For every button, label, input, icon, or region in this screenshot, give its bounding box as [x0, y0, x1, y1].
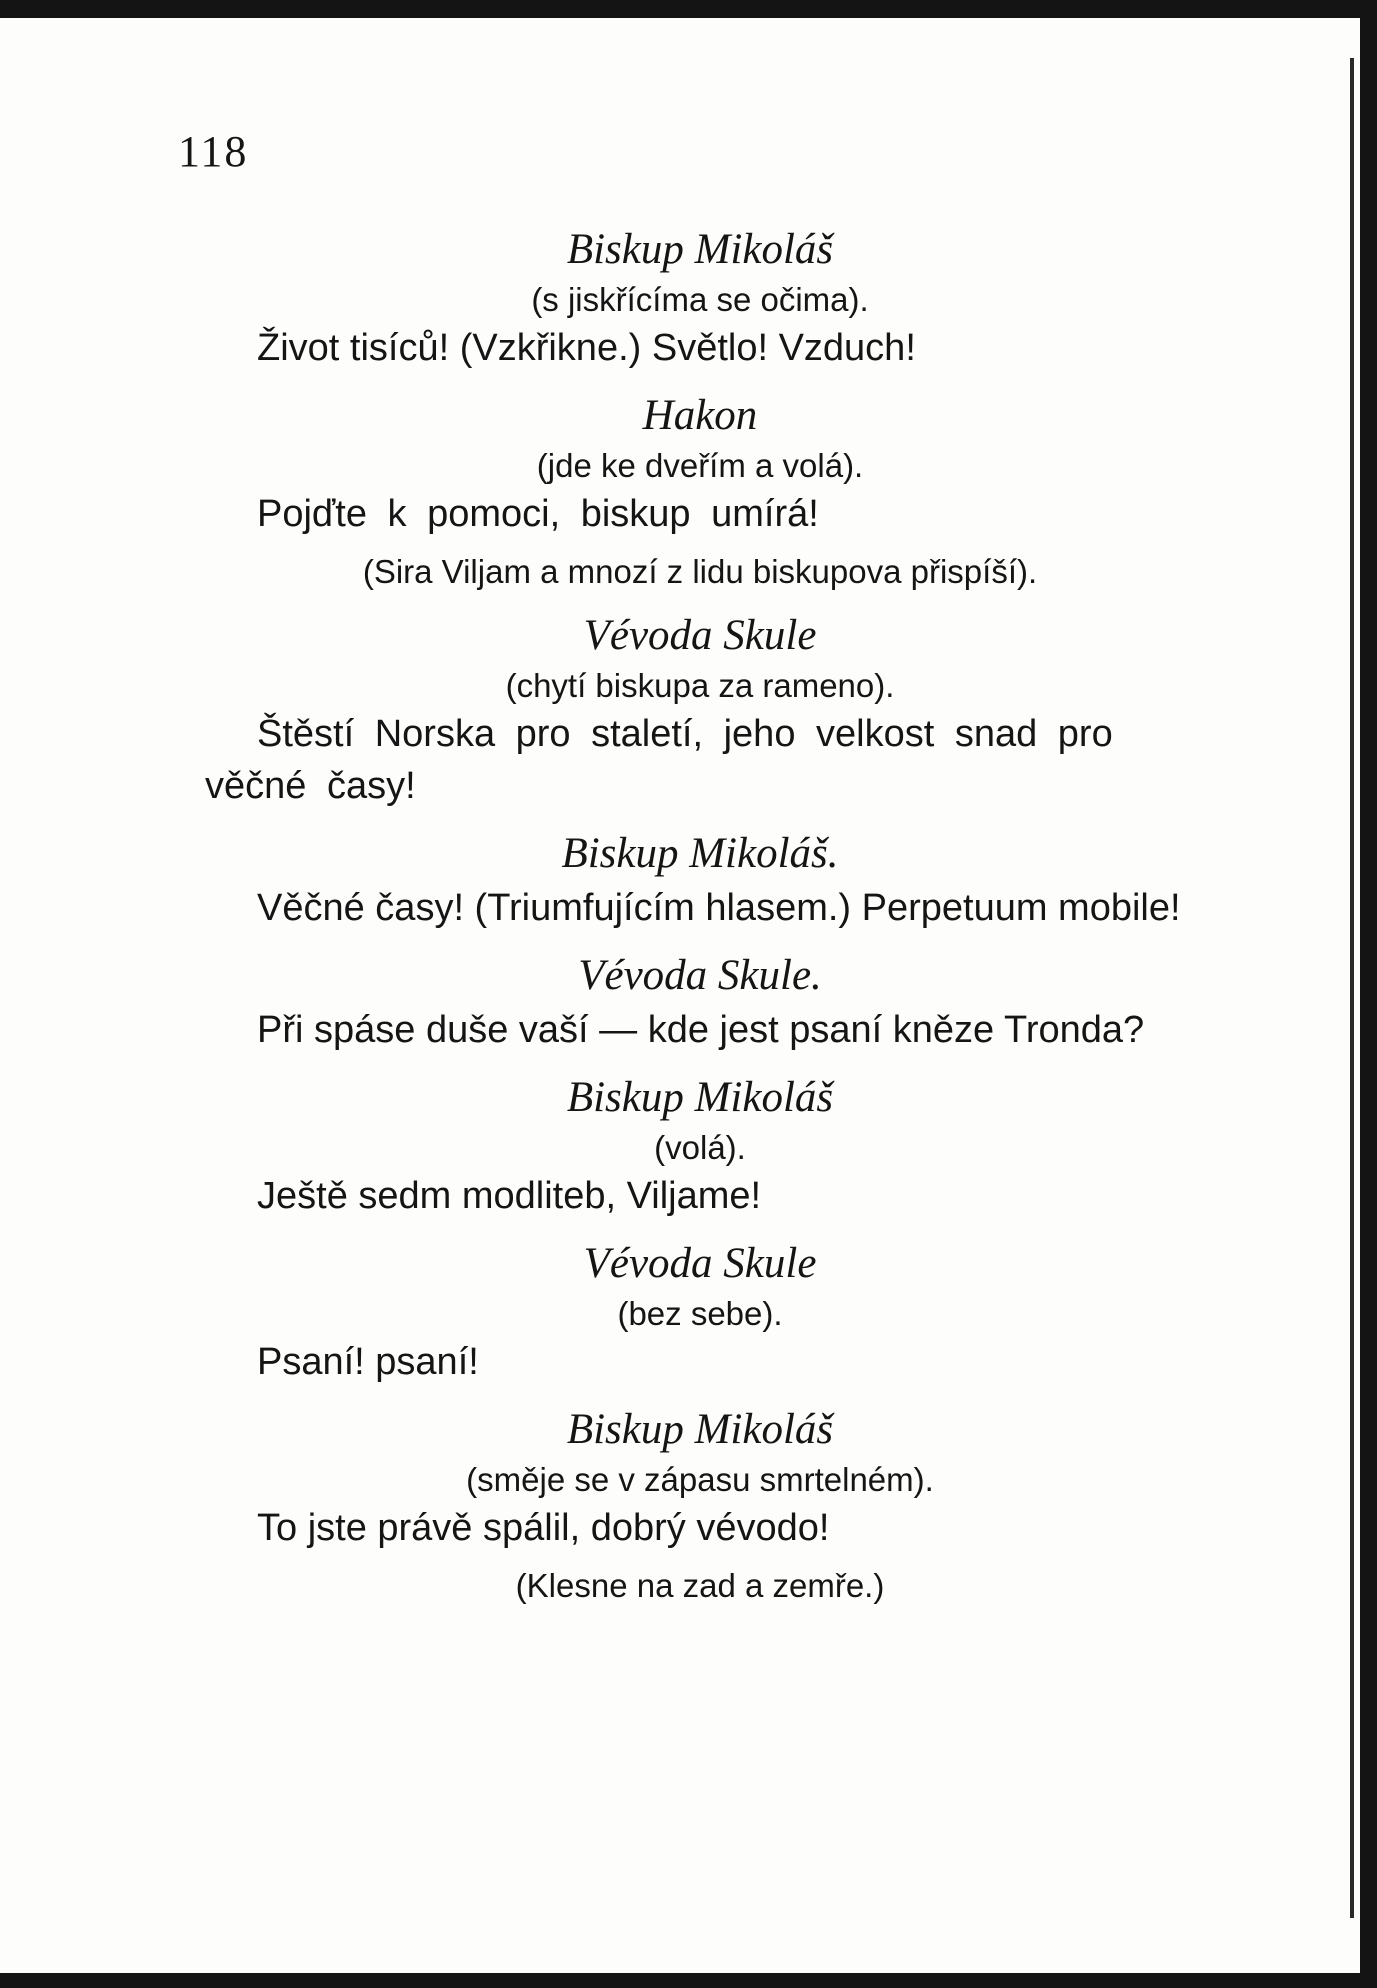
speaker-name: Biskup Mikoláš — [566, 1406, 834, 1453]
speech-line: To jste právě spálil, dobrý vévodo! — [257, 1507, 830, 1549]
speech-line: Při spáse duše vaší — kde jest psaní kněze Tronda? — [257, 1009, 1145, 1051]
speaker-name: Vévoda Skule. — [578, 952, 822, 999]
speaker-name: Biskup Mikoláš — [566, 226, 834, 273]
speech-line: Štěstí Norska pro staletí, jeho velkost snad pro věčné časy! — [205, 713, 1113, 807]
speaker-name: Vévoda Skule — [583, 1240, 817, 1287]
stage-direction: (bez sebe). — [617, 1295, 783, 1332]
page-edge — [1350, 58, 1354, 1918]
book-page — [0, 18, 1360, 1973]
stage-direction: (jde ke dveřím a volá). — [536, 447, 864, 484]
stage-direction: (směje se v zápasu smrtelném). — [466, 1461, 934, 1498]
stage-direction: (Sira Viljam a mnozí z lidu biskupova přispíší). — [362, 553, 1038, 590]
speech-line: Věčné časy! (Triumfujícím hlasem.) Perpetuum mobile! — [257, 887, 1181, 929]
speaker-name: Hakon — [642, 392, 758, 439]
page-number: 118 — [178, 127, 249, 176]
speaker-name: Biskup Mikoláš — [566, 1074, 834, 1121]
stage-direction: (volá). — [654, 1129, 746, 1166]
speech-line: Ještě sedm modliteb, Viljame! — [257, 1175, 762, 1217]
speaker-name: Biskup Mikoláš. — [561, 830, 839, 877]
stage-direction: (Klesne na zad a zemře.) — [515, 1567, 885, 1604]
page-text — [205, 208, 1195, 1608]
stage-direction: (s jiskřícíma se očima). — [531, 281, 869, 318]
speech-line: Psaní! psaní! — [257, 1341, 479, 1383]
speaker-name: Vévoda Skule — [583, 612, 817, 659]
stage-direction: (chytí biskupa za rameno). — [505, 667, 895, 704]
speech-line: Život tisíců! (Vzkřikne.) Světlo! Vzduch! — [257, 327, 916, 369]
speech-line: Pojďte k pomoci, biskup umírá! — [257, 493, 819, 535]
